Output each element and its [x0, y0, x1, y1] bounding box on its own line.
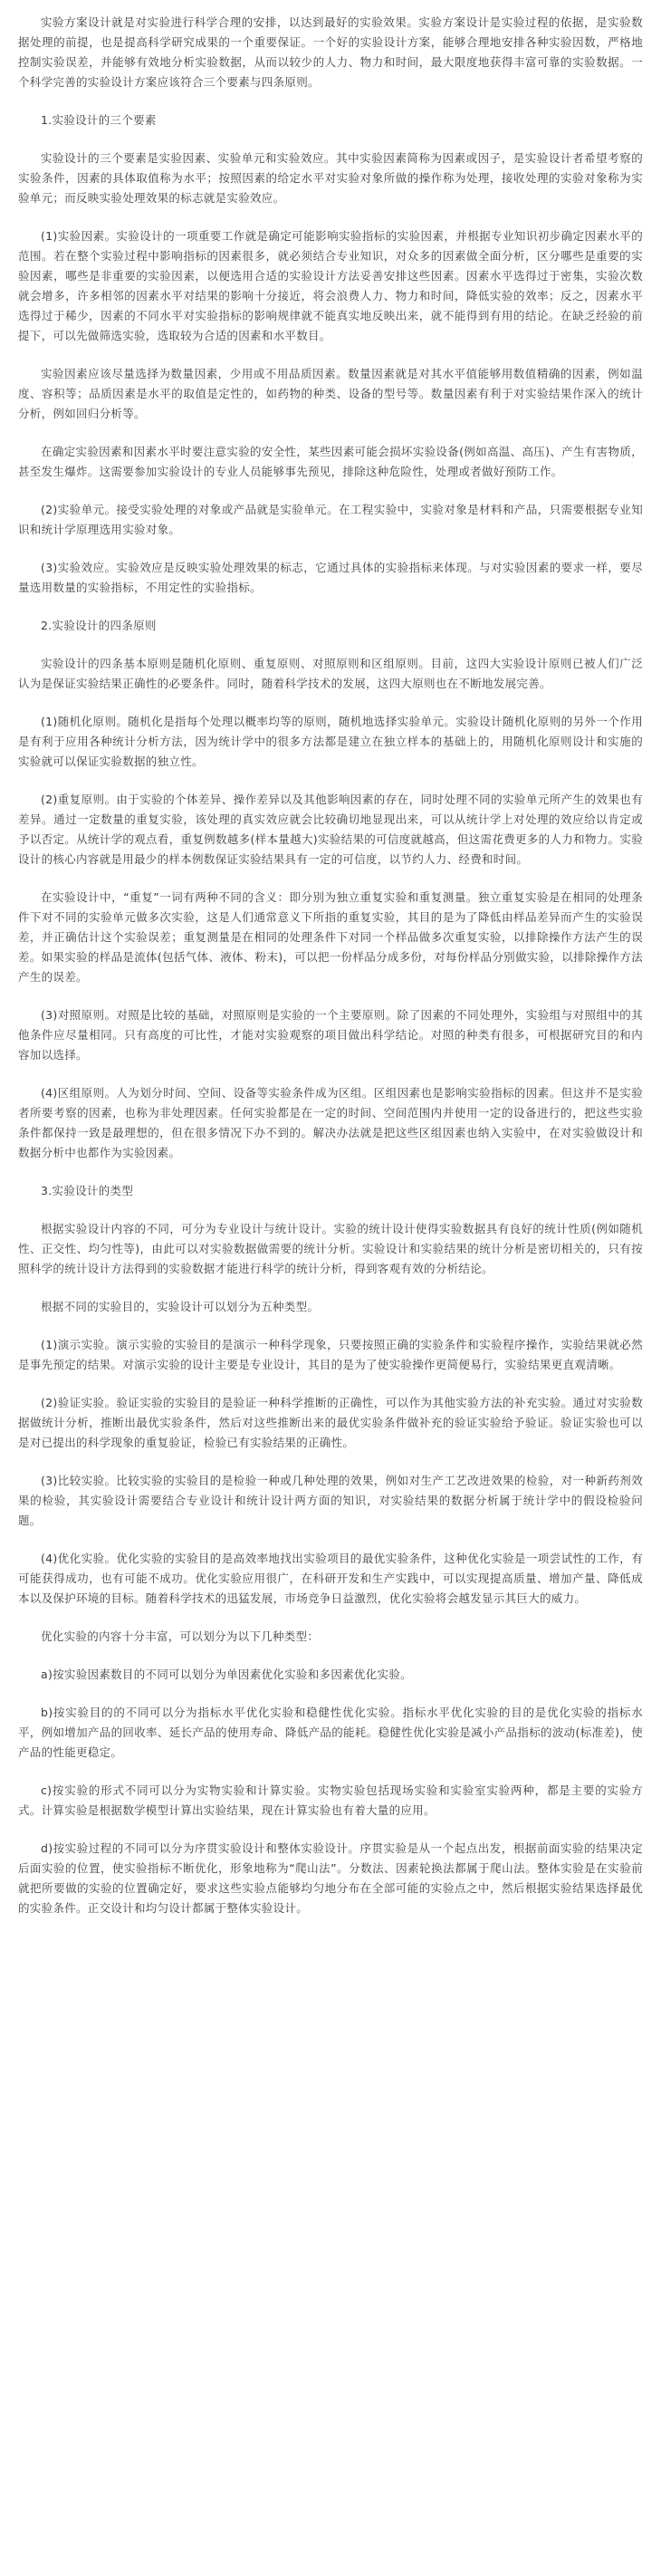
section-heading: 3.实验设计的类型: [41, 1184, 134, 1197]
paragraph: (4)优化实验。优化实验的实验目的是高效率地找出实验项目的最优实验条件，这种优化实验是一项尝试性的工作，有可能获得成功，也有可能不成功。优化实验应用很广，在科研开发和生产实践中，可以实现提高质量、增加产量、降低成本以及保护环境的目标。随着科学技术的迅猛发展，市场竞争日益激烈，优化实验将会越发显示其巨大的威力。: [18, 1552, 643, 1605]
paragraph: (1)随机化原则。随机化是指每个处理以概率均等的原则，随机地选择实验单元。实验设计随机化原则的另外一个作用是有利于应用各种统计分析方法，因为统计学中的很多方法都是建立在独立样本的基础上的，用随机化原则设计和实施的实验就可以保证实验数据的独立性。: [18, 715, 643, 768]
paragraph: 根据不同的实验目的，实验设计可以划分为五种类型。: [41, 1300, 320, 1313]
paragraph: (3)对照原则。对照是比较的基础，对照原则是实验的一个主要原则。除了因素的不同处理外，实验组与对照组中的其他条件应尽量相同。只有高度的可比性，才能对实验观察的项目做出科学结论。对照的种类有很多，可根据研究目的和内容加以选择。: [18, 1008, 643, 1062]
paragraph: 实验设计的四条基本原则是随机化原则、重复原则、对照原则和区组原则。目前，这四大实验设计原则已被人们广泛认为是保证实验结果正确性的必要条件。同时，随着科学技术的发展，这四大原则也在不断地发展完善。: [18, 657, 643, 690]
paragraph: b)按实验目的的不同可以分为指标水平优化实验和稳健性优化实验。指标水平优化实验的目的是优化实验的指标水平，例如增加产品的回收率、延长产品的使用寿命、降低产品的能耗。稳健性优化实验是减小产品指标的波动(标准差)，使产品的性能更稳定。: [18, 1706, 643, 1759]
paragraph: d)按实验过程的不同可以分为序贯实验设计和整体实验设计。序贯实验是从一个起点出发，根据前面实验的结果决定后面实验的位置，使实验指标不断优化，形象地称为“爬山法”。分数法、因素轮换法都属于爬山法。整体实验是在实验前就把所要做的实验的位置确定好，要求这些实验点能够均匀地分布在全部可能的实验点之中，然后根据实验结果选择最优的实验条件。正交设计和均匀设计都属于整体实验设计。: [18, 1841, 643, 1915]
paragraph: a)按实验因素数目的不同可以划分为单因素优化实验和多因素优化实验。: [41, 1668, 412, 1681]
paragraph: 实验设计的三个要素是实验因素、实验单元和实验效应。其中实验因素简称为因素或因子，是实验设计者希望考察的实验条件，因素的具体取值称为水平；按照因素的给定水平对实验对象所做的操作称为处理，接收处理的实验对象称为实验单元；而反映实验处理效果的标志就是实验效应。: [18, 151, 643, 205]
paragraph: 优化实验的内容十分丰富，可以划分为以下几种类型：: [41, 1629, 320, 1643]
paragraph: 实验因素应该尽量选择为数量因素，少用或不用品质因素。数量因素就是对其水平值能够用数值精确的因素，例如温度、容积等；品质因素是水平的取值是定性的，如药物的种类、设备的型号等。数量因素有利于对实验结果作深入的统计分析，例如回归分析等。: [18, 367, 643, 420]
paragraph: 实验方案设计就是对实验进行科学合理的安排，以达到最好的实验效果。实验方案设计是实验过程的依据，是实验数据处理的前提，也是提高科学研究成果的一个重要保证。一个好的实验设计方案，能够合理地安排各种实验因数，严格地控制实验误差，并能够有效地分析实验数据，从而以较少的人力、物力和时间，最大限度地获得丰富可靠的实验数据。一个科学完善的实验设计方案应该符合三个要素与四条原则。: [18, 15, 643, 89]
paragraph: 根据实验设计内容的不同，可分为专业设计与统计设计。实验的统计设计使得实验数据具有良好的统计性质(例如随机性、正交性、均匀性等)，由此可以对实验数据做需要的统计分析。实验设计和实验结果的统计分析是密切相关的，只有按照科学的统计设计方法得到的实验数据才能进行科学的统计分析，得到客观有效的分析结论。: [18, 1222, 643, 1275]
paragraph: (2)验证实验。验证实验的实验目的是验证一种科学推断的正确性，可以作为其他实验方法的补充实验。通过对实验数据做统计分析，推断出最优实验条件，然后对这些推断出来的最优实验条件做补充的验证实验给予验证。验证实验也可以是对已提出的科学现象的重复验证，检验已有实验结果的正确性。: [18, 1396, 643, 1449]
paragraph: 在实验设计中，“重复”一词有两种不同的含义：即分别为独立重复实验和重复测量。独立重复实验是在相同的处理条件下对不同的实验单元做多次实验，这是人们通常意义下所指的重复实验，其目的是为了降低由样品差异而产生的实验误差，并正确估计这个实验误差；重复测量是在相同的处理条件下对同一个样品做多次重复实验，以排除操作方法产生的误差。如果实验的样品是流体(包括气体、液体、粉末)，可以把一份样品分成多份，对每份样品分别做实验，以排除操作方法产生的误差。: [18, 890, 643, 984]
paragraph: (1)演示实验。演示实验的实验目的是演示一种科学现象，只要按照正确的实验条件和实验程序操作，实验结果就必然是事先预定的结果。对演示实验的设计主要是专业设计，其目的是为了使实验操作更简便易行，实验结果更直观清晰。: [18, 1338, 643, 1371]
section-heading: 2.实验设计的四条原则: [41, 619, 157, 632]
paragraph: 在确定实验因素和因素水平时要注意实验的安全性，某些因素可能会损坏实验设备(例如高温、高压)、产生有害物质，甚至发生爆炸。这需要参加实验设计的专业人员能够事先预见，排除这种危险性，处理或者做好预防工作。: [18, 445, 643, 478]
section-heading: 1.实验设计的三个要素: [41, 113, 157, 127]
paragraph: (3)实验效应。实验效应是反映实验处理效果的标志，它通过具体的实验指标来体现。与对实验因素的要求一样，要尽量选用数量的实验指标，不用定性的实验指标。: [18, 561, 643, 594]
paragraph: (2)重复原则。由于实验的个体差异、操作差异以及其他影响因素的存在，同时处理不同的实验单元所产生的效果也有差异。通过一定数量的重复实验，该处理的真实效应就会比较确切地显现出来，可以从统计学上对处理的效应给以肯定或予以否定。从统计学的观点看，重复例数越多(样本量越大)实验结果的可信度就越高，但这需花费更多的人力和物力。实验设计的核心内容就是用最少的样本例数保证实验结果具有一定的可信度，以节约人力、经费和时间。: [18, 793, 643, 866]
paragraph: (3)比较实验。比较实验的实验目的是检验一种或几种处理的效果，例如对生产工艺改进效果的检验，对一种新药剂效果的检验，其实验设计需要结合专业设计和统计设计两方面的知识，对实验结果的数据分析属于统计学中的假设检验问题。: [18, 1474, 643, 1527]
paragraph: (1)实验因素。实验设计的一项重要工作就是确定可能影响实验指标的实验因素，并根据专业知识初步确定因素水平的范围。若在整个实验过程中影响指标的因素很多，就必须结合专业知识，对众多的因素做全面分析，区分哪些是重要的实验因素，哪些是非重要的实验因素，以便选用合适的实验设计方法妥善安排这些因素。因素水平选得过于密集，实验次数就会增多，许多相邻的因素水平对结果的影响十分接近，将会浪费人力、物力和时间，降低实验的效率；反之，因素水平选得过于稀少，因素的不同水平对实验指标的影响规律就不能真实地反映出来，就不能得到有用的结论。在缺乏经验的前提下，可以先做筛选实验，选取较为合适的因素和水平数目。: [18, 229, 643, 342]
paragraph: c)按实验的形式不同可以分为实物实验和计算实验。实物实验包括现场实验和实验室实验两种，都是主要的实验方式。计算实验是根据数学模型计算出实验结果，现在计算实验也有着大量的应用。: [18, 1783, 643, 1817]
paragraph: (4)区组原则。人为划分时间、空间、设备等实验条件成为区组。区组因素也是影响实验指标的因素。但这并不是实验者所要考察的因素，也称为非处理因素。任何实验都是在一定的时间、空间范围内并使用一定的设备进行的，把这些实验条件都保持一致是最理想的，但在很多情况下办不到的。解决办法就是把这些区组因素也纳入实验中，在对实验做设计和数据分析中也都作为实验因素。: [18, 1086, 643, 1159]
paragraph: (2)实验单元。接受实验处理的对象或产品就是实验单元。在工程实验中，实验对象是材料和产品，只需要根据专业知识和统计学原理选用实验对象。: [18, 503, 643, 536]
